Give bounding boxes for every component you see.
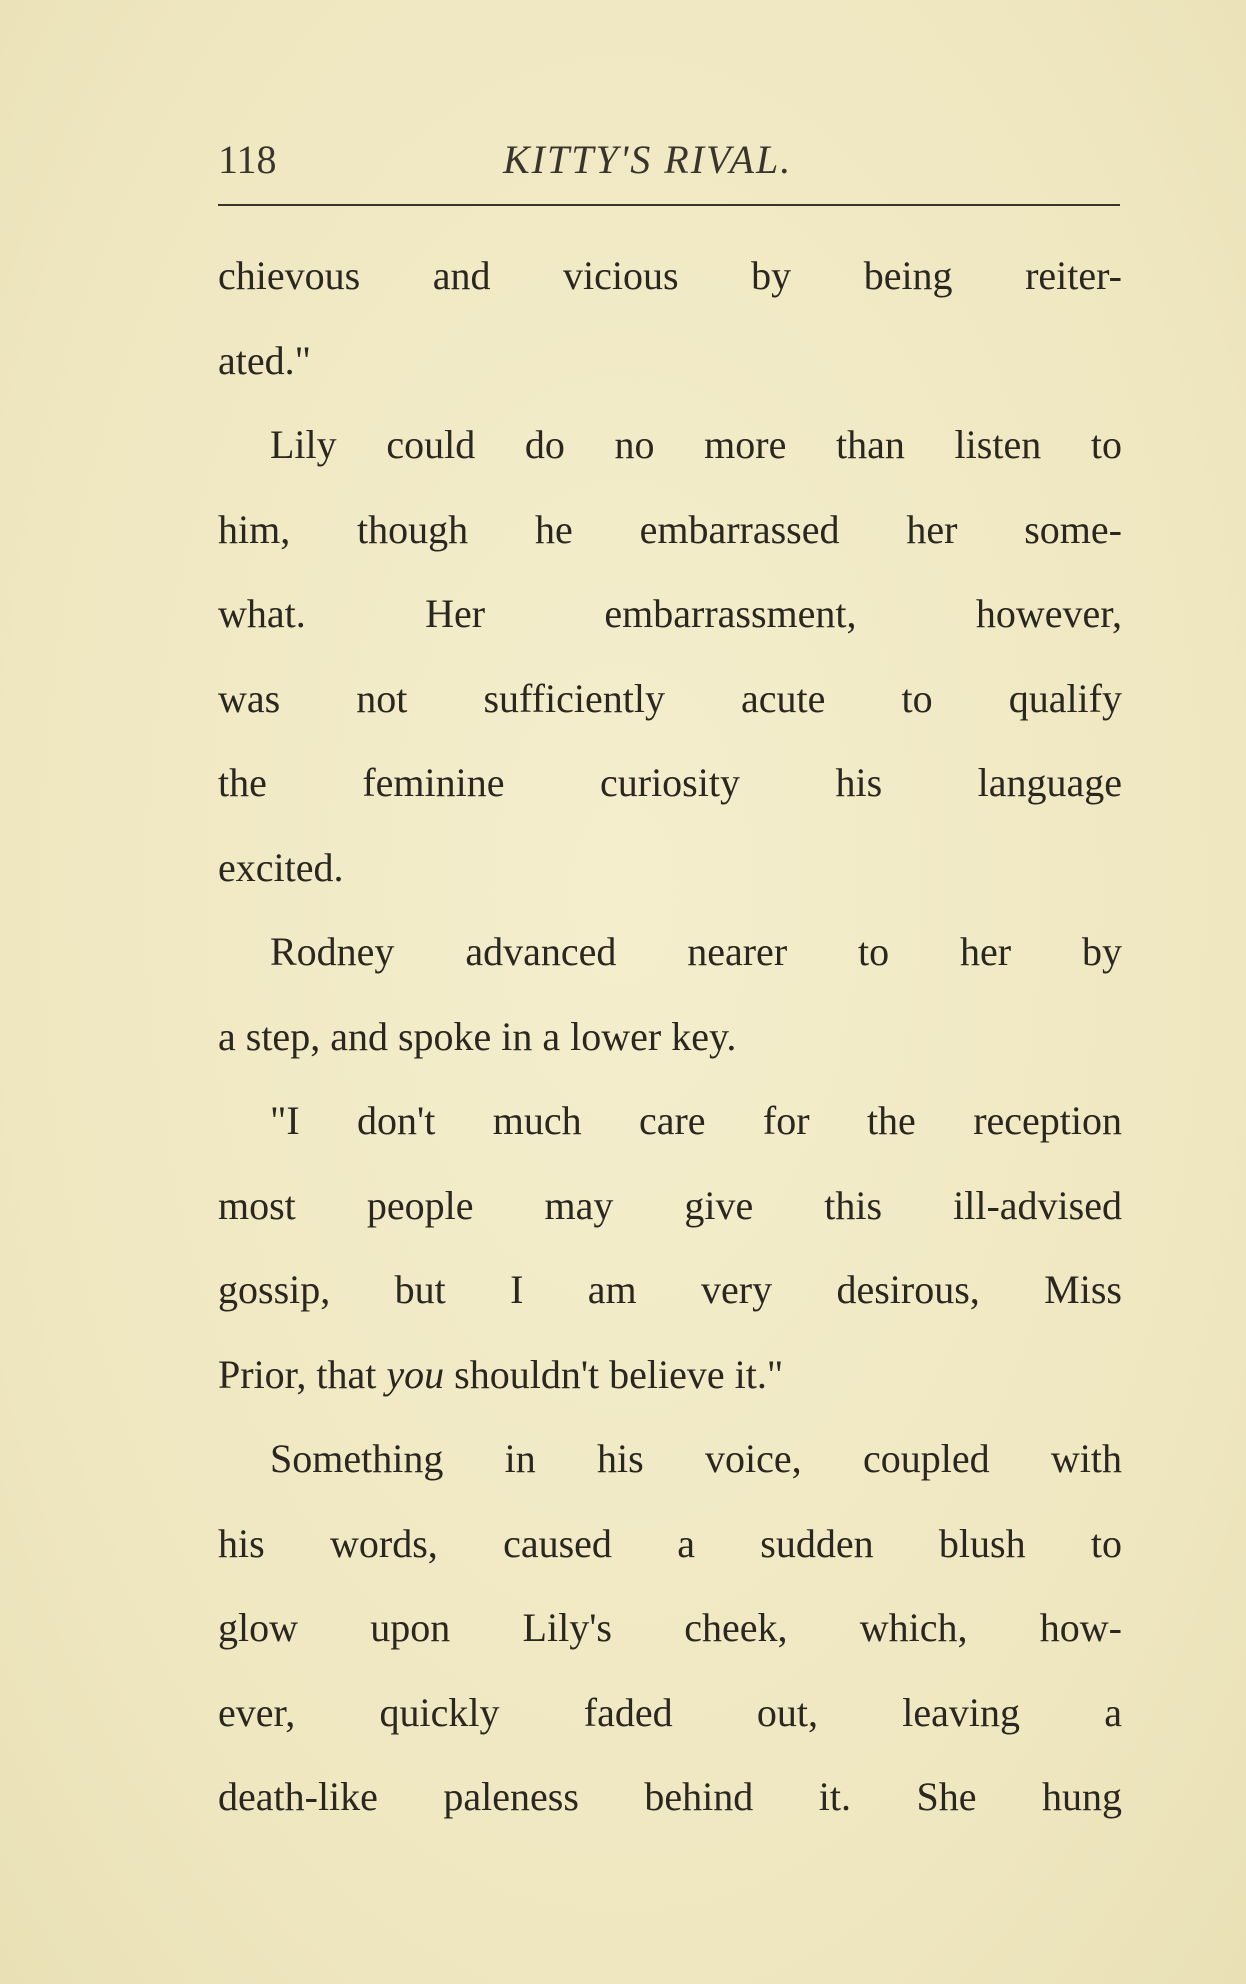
text-line [218,1333,1122,1418]
text-segment: shouldn't believe it." [454,1351,784,1397]
text-line: excited. [218,844,344,890]
text-line: Rodney advanced nearer to her by [270,929,1122,974]
text-segment: Prior, that [218,1351,377,1397]
body-text [218,234,1122,1840]
page-header [218,128,1120,188]
text-line: death-like paleness behind it. She hung [218,1774,1122,1819]
text-line: most people may give this ill-advised [218,1182,1122,1228]
text-line: Something in his voice, coupled with [270,1436,1122,1481]
text-line: "I don't much care for the reception [270,1098,1122,1143]
text-line: him, though he embarrassed her some- [218,506,1122,552]
text-line: Lily could do no more than listen to [270,422,1122,467]
text-line: a step, and spoke in a lower key. [218,1013,737,1059]
header-rule [218,204,1120,206]
emphasis-text: you [386,1351,445,1397]
text-line: chievous and vicious by being reiter- [218,253,1122,298]
text-line: was not sufficiently acute to qualify [218,675,1122,721]
text-line: glow upon Lily's cheek, which, how- [218,1605,1122,1650]
text-line: ated." [218,337,311,383]
running-head: KITTY'S RIVAL. [503,137,793,182]
text-line: his words, caused a sudden blush to [218,1520,1122,1566]
page-number: 118 [218,137,277,182]
text-line: what. Her embarrassment, however, [218,591,1122,636]
text-line: the feminine curiosity his language [218,760,1122,805]
text-line: gossip, but I am very desirous, Miss [218,1267,1122,1312]
text-line: ever, quickly faded out, leaving a [218,1689,1122,1735]
